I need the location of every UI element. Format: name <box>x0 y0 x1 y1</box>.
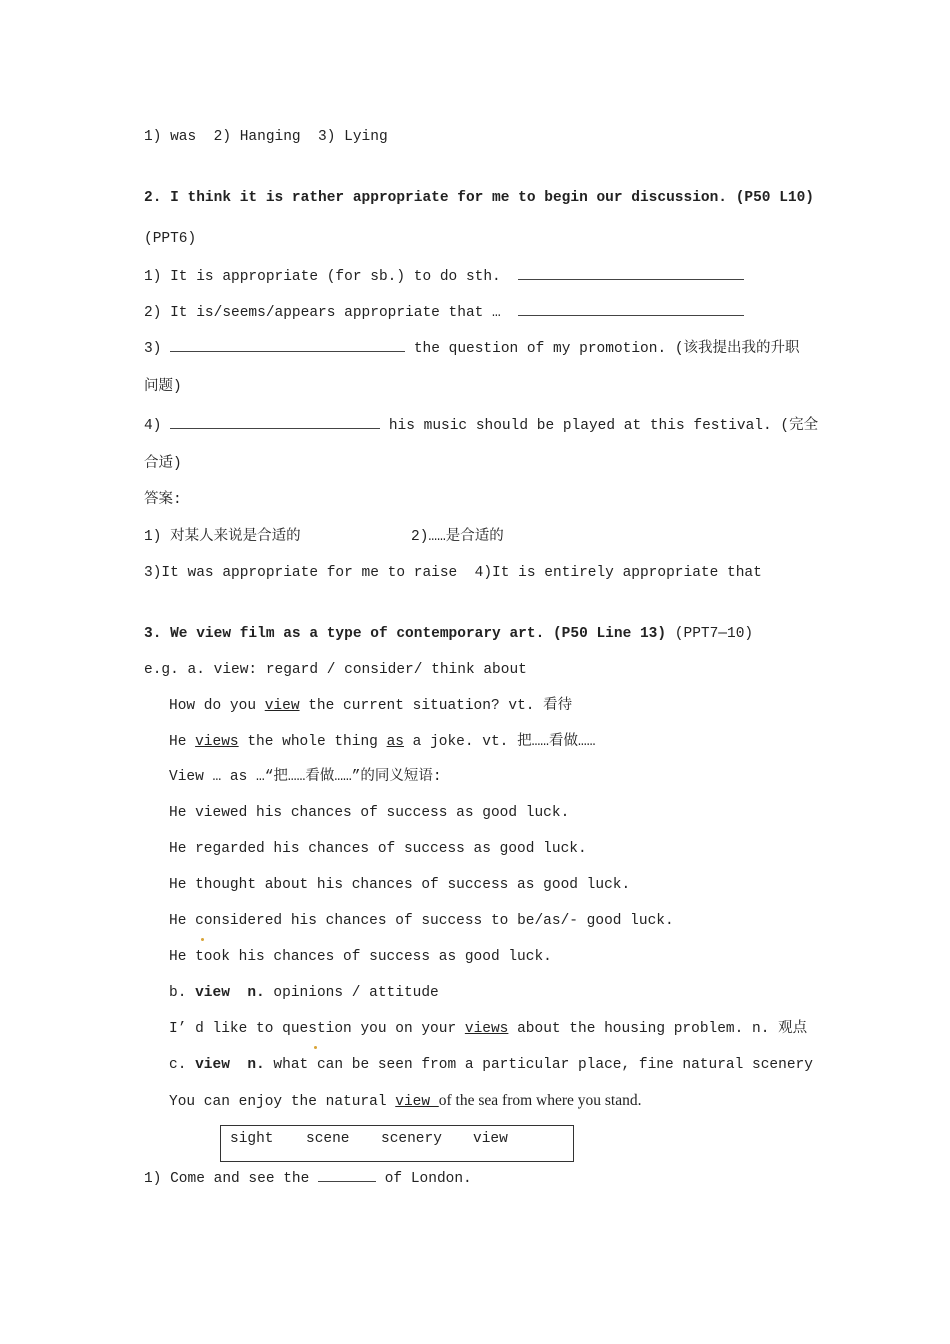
text: He c <box>169 913 204 929</box>
text: onsidered his chances of success to be/as/- good luck. <box>203 913 674 929</box>
exercise-2-3 <box>144 337 800 359</box>
exercise-number: 3) <box>144 341 162 357</box>
label: b. <box>169 985 196 1001</box>
section-2-heading: 2. I think it is rather appropriate for me to begin our discussion. (P50 L10) <box>144 190 815 206</box>
answers-3-4: 3)It was appropriate for me to raise 4)It is entirely appropriate that <box>144 565 762 581</box>
text: the current situation? vt. 看待 <box>299 698 573 714</box>
underlined-word: as <box>386 734 404 750</box>
answer-label: 答案: <box>144 492 182 508</box>
meaning-b <box>169 983 439 1003</box>
synonym-sentence-1: He viewed his chances of success as good luck. <box>169 805 570 821</box>
text: about the housing problem. n. 观点 <box>508 1021 808 1037</box>
word-class: view n. <box>195 1057 265 1073</box>
word-option: sight <box>230 1131 274 1147</box>
text: He <box>169 734 196 750</box>
text: a joke. vt. 把……看做…… <box>403 734 596 750</box>
example-view-2 <box>169 732 595 752</box>
answers-1-2 <box>144 527 504 547</box>
example-view-1 <box>169 696 572 716</box>
ppt-reference: (PPT6) <box>144 231 197 247</box>
example-views-opinion <box>169 1019 807 1039</box>
synonym-sentence-2: He regarded his chances of success as good luck. <box>169 841 587 857</box>
answer-2: 2)……是合适的 <box>411 529 504 545</box>
definition: what can be seen from a particular place, fine natural scenery <box>264 1057 813 1073</box>
text: I’ d like to ques <box>169 1021 317 1037</box>
synonym-sentence-3: He thought about his chances of success as good luck. <box>169 877 631 893</box>
exercise-3-1 <box>144 1167 472 1189</box>
text: the whole thing <box>238 734 387 750</box>
word-option: scene <box>306 1131 350 1147</box>
underlined-word: views <box>195 734 239 750</box>
exercise-2-2 <box>144 301 744 323</box>
section-3-title: 3. We view film as a type of contemporary art. (P50 Line 13) <box>144 626 667 642</box>
label: c. <box>169 1057 196 1073</box>
exercise-2-4 <box>144 414 818 436</box>
exercise-2-1 <box>144 265 744 287</box>
section-3-heading <box>144 624 753 644</box>
underlined-word: views <box>464 1021 509 1037</box>
word-option: scenery <box>381 1131 442 1147</box>
word-option: view <box>473 1131 508 1147</box>
exercise-text: his music should be played at this festival. (完全 <box>388 418 819 434</box>
exercise-2-4-continued: 合适) <box>144 456 182 472</box>
exercise-text: the question of my promotion. (该我提出我的升职 <box>413 341 800 357</box>
text: of the sea from where you stand. <box>438 1092 642 1109</box>
synonym-sentence-5: He took his chances of success as good luck. <box>169 949 552 965</box>
eg-a-definition: e.g. a. view: regard / consider/ think about <box>144 662 527 678</box>
exercise-text: 1) It is appropriate (for sb.) to do sth. <box>144 269 501 285</box>
synonym-title: View … as …“把……看做……”的同义短语: <box>169 769 442 785</box>
underlined-word: view <box>264 698 300 714</box>
text: You can enjoy the natural <box>169 1094 396 1110</box>
answer-1: 1) 对某人来说是合适的 <box>144 529 301 545</box>
underlined-word: view <box>395 1094 439 1110</box>
exercise-text: 1) Come and see the <box>144 1171 319 1187</box>
answer-blank <box>518 301 744 316</box>
meaning-c <box>169 1055 813 1075</box>
synonym-sentence-4 <box>169 911 674 931</box>
definition: opinions / attitude <box>264 985 439 1001</box>
example-view-scenery <box>169 1091 642 1112</box>
answer-blank <box>170 414 380 429</box>
text: tion you on your <box>316 1021 465 1037</box>
answer-blank <box>318 1167 376 1182</box>
answer-blank <box>518 265 744 280</box>
word-choice-box <box>220 1125 574 1162</box>
answer-blank <box>170 337 405 352</box>
ppt-reference: (PPT7—10) <box>666 626 754 642</box>
exercise-2-3-continued: 问题) <box>144 379 182 395</box>
exercise-text: 2) It is/seems/appears appropriate that … <box>144 305 501 321</box>
text: How do you <box>169 698 265 714</box>
exercise-number: 4) <box>144 418 162 434</box>
previous-answers: 1) was 2) Hanging 3) Lying <box>144 129 388 145</box>
exercise-text: of London. <box>376 1171 472 1187</box>
word-class: view n. <box>195 985 265 1001</box>
